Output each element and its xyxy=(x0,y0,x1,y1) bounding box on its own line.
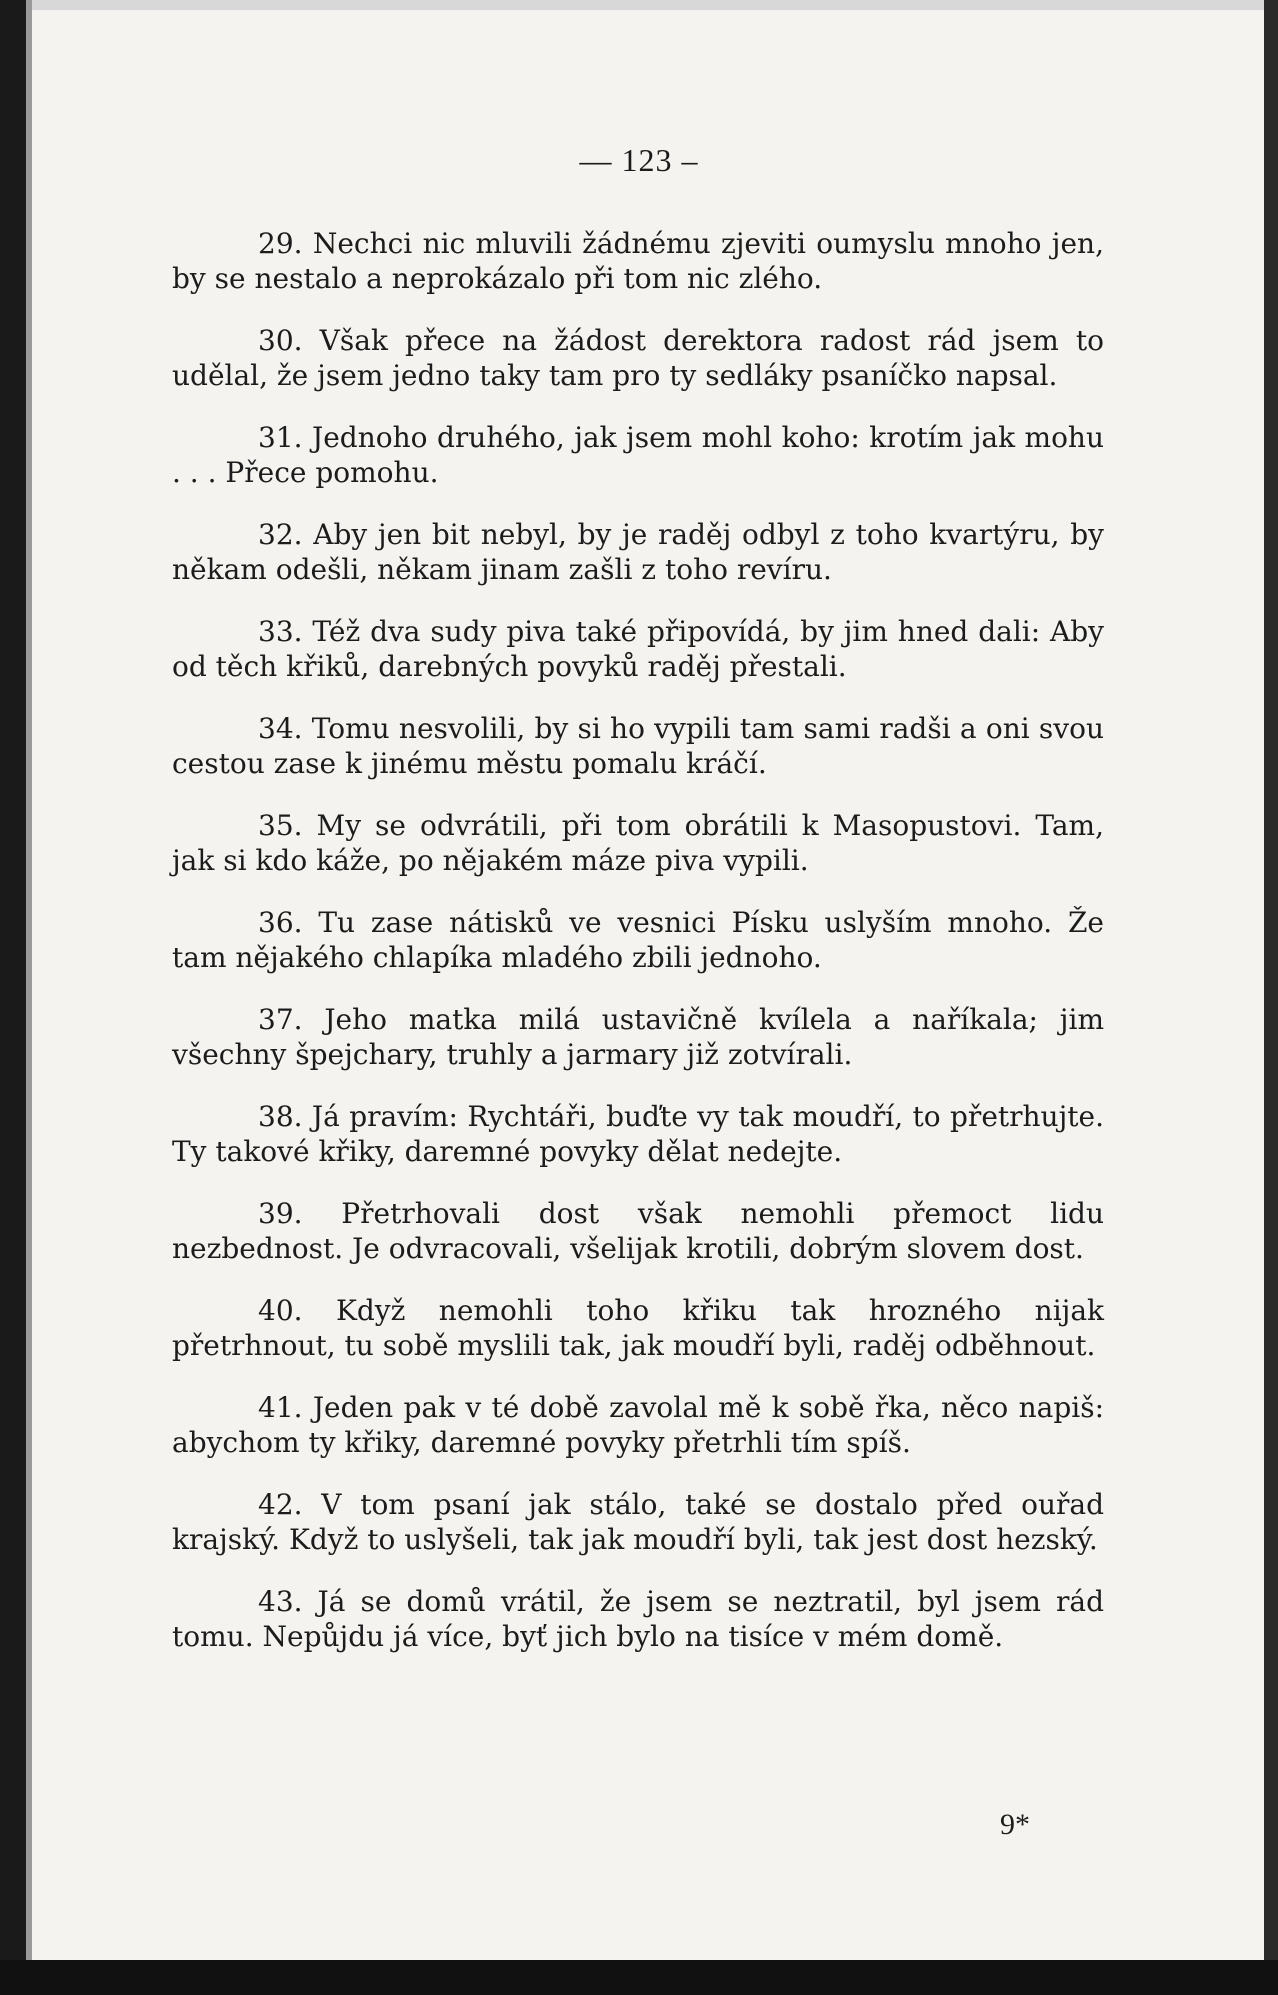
verse-31: 31. Jednoho druhého, jak jsem mohl koho: krotím jak mohu . . . Přece pomohu. xyxy=(172,421,1104,489)
verse-34: 34. Tomu nesvolili, by si ho vypili tam sami radši a oni svou cestou zase k jinému městu pomalu kráčí. xyxy=(172,712,1104,780)
verse-35: 35. My se odvrátili, při tom obrátili k Masopustovi. Tam, jak si kdo káže, po nějakém máze piva vypili. xyxy=(172,809,1104,877)
scan-border-left xyxy=(0,0,26,1995)
verse-40: 40. Když nemohli toho křiku tak hrozného nijak přetrhnout, tu sobě myslili tak, jak moudří byli, raděj odběhnout. xyxy=(172,1294,1104,1362)
page-number: — 123 – xyxy=(579,142,699,178)
verse-41: 41. Jeden pak v té době zavolal mě k sobě řka, něco napiš: abychom ty křiky, daremné povyky přetrhli tím spíš. xyxy=(172,1391,1104,1459)
poem-text xyxy=(172,226,1104,1681)
verse-33: 33. Též dva sudy piva také připovídá, by jim hned dali: Aby od těch křiků, darebných povyků raděj přestali. xyxy=(172,615,1104,683)
verse-36: 36. Tu zase nátisků ve vesnici Písku uslyším mnoho. Že tam nějakého chlapíka mladého zbili jednoho. xyxy=(172,906,1104,974)
scan-border-bottom xyxy=(0,1960,1278,1995)
scan-border-right xyxy=(1264,0,1278,1995)
scan-border-left-shadow xyxy=(26,0,32,1995)
verse-38: 38. Já pravím: Rychtáři, buďte vy tak moudří, to přetrhujte. Ty takové křiky, daremné povyky dělat nedejte. xyxy=(172,1100,1104,1168)
printer-signature-mark: 9* xyxy=(1000,1808,1030,1841)
verse-37: 37. Jeho matka milá ustavičně kvílela a naříkala; jim všechny špejchary, truhly a jarmary již zotvírali. xyxy=(172,1003,1104,1071)
verse-39: 39. Přetrhovali dost však nemohli přemoct lidu nezbednost. Je odvracovali, všelijak krotili, dobrým slovem dost. xyxy=(172,1197,1104,1265)
verse-43: 43. Já se domů vrátil, že jsem se neztratil, byl jsem rád tomu. Nepůjdu já více, byť jich bylo na tisíce v mém domě. xyxy=(172,1585,1104,1653)
scan-border-top xyxy=(0,0,1278,10)
verse-32: 32. Aby jen bit nebyl, by je raděj odbyl z toho kvartýru, by někam odešli, někam jinam zašli z toho revíru. xyxy=(172,518,1104,586)
verse-30: 30. Však přece na žádost derektora radost rád jsem to udělal, že jsem jedno taky tam pro ty sedláky psaníčko napsal. xyxy=(172,324,1104,392)
verse-42: 42. V tom psaní jak stálo, také se dostalo před ouřad krajský. Když to uslyšeli, tak jak moudří byli, tak jest dost hezský. xyxy=(172,1488,1104,1556)
verse-29: 29. Nechci nic mluvili žádnému zjeviti oumyslu mnoho jen, by se nestalo a neprokázalo při tom nic zlého. xyxy=(172,227,1104,295)
